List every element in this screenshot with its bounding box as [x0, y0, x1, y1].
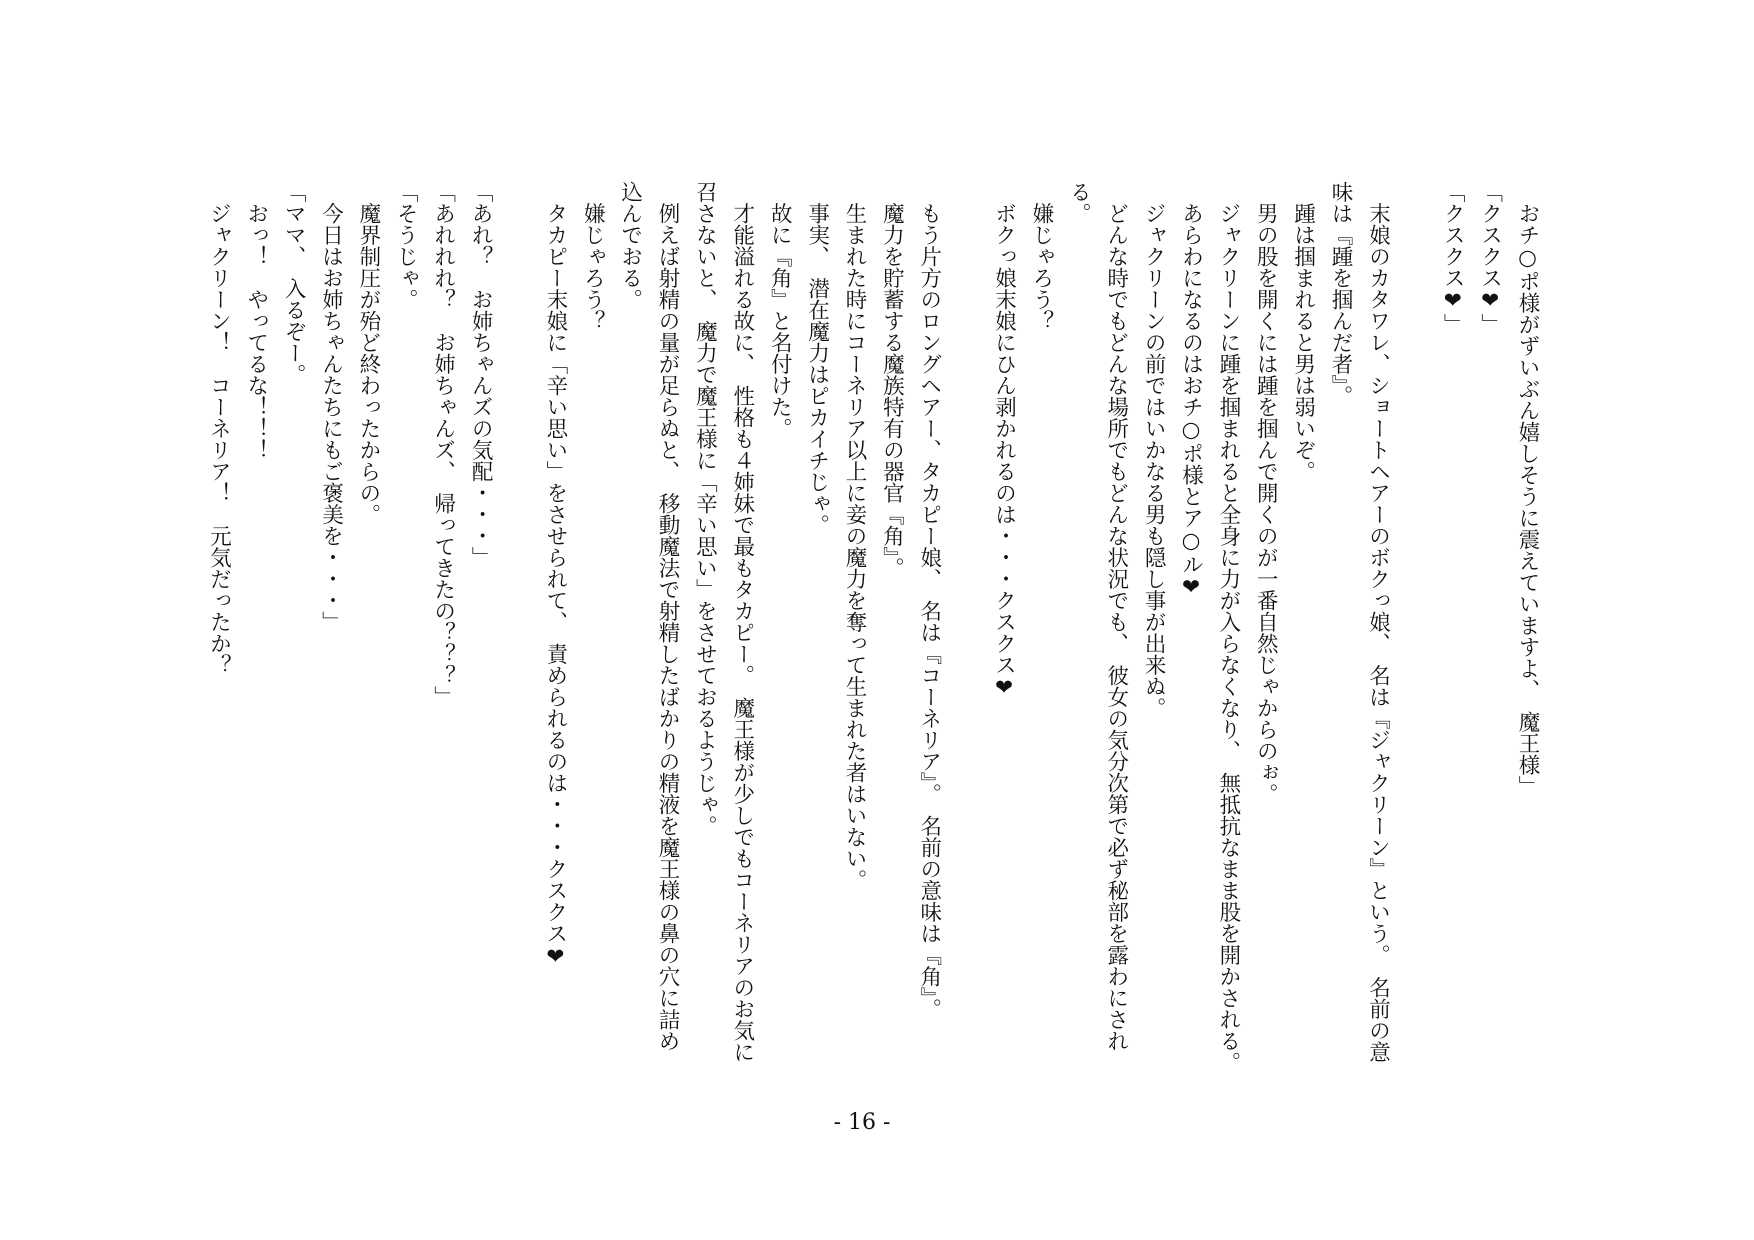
text-column: 「そうじゃ。: [393, 181, 419, 310]
text-column: 例えば射精の量が足らぬと、 移動魔法で射精したばかりの精液を魔王様の鼻の穴に詰め: [655, 181, 681, 1052]
text-column: 魔界制圧が殆ど終わったからの。: [355, 181, 381, 525]
text-column: 末娘のカタワレ、ショートヘアーのボクっ娘、 名は『ジャクリーン』という。 名前の意: [1365, 181, 1391, 1063]
text-column: 込んでおる。: [617, 181, 643, 310]
page-number: - 16 -: [833, 1110, 891, 1135]
text-column: タカピー末娘に「辛い思い」をさせられて、 責められるのは・・・クスクス❤︎: [542, 181, 568, 970]
text-column: 「あれ？ お姉ちゃんズの気配・・・」: [468, 181, 494, 568]
blank-column: [499, 181, 536, 1081]
text-column: る。: [1066, 181, 1092, 224]
text-column: 魔力を貯蓄する魔族特有の器官『角』。: [879, 181, 905, 579]
text-column: 「あれれれ？ お姉ちゃんズ、 帰ってきたの？？？」: [430, 181, 456, 708]
text-column: 才能溢れる故に、 性格も４姉妹で最もタカピー。 魔王様が少しでもコーネリアのお気に: [729, 181, 755, 1063]
blank-column: [1396, 181, 1433, 1081]
text-column: ジャクリーンの前ではいかなる男も隠し事が出来ぬ。: [1141, 181, 1167, 719]
text-column: 踵は掴まれると男は弱いぞ。: [1290, 181, 1316, 482]
text-column: 「ママ、 入るぞー。: [281, 181, 307, 386]
text-column: 「クスクス❤︎」: [1440, 181, 1466, 335]
text-column: あらわになるのはおチ○ポ様とア○ル❤︎: [1178, 181, 1204, 600]
text-column: 「クスクス❤︎」: [1477, 181, 1503, 335]
text-column: ジャクリーンに踵を掴まれると全身に力が入らなくなり、 無抵抗なまま股を開かされる。: [1215, 181, 1241, 1074]
text-column: 召さないと、 魔力で魔王様に「辛い思い」をさせておるようじゃ。: [692, 181, 718, 837]
text-column: ジャクリーン！ コーネリア！ 元気だったか？: [206, 181, 232, 676]
text-column: おチ○ポ様がずいぶん嬉しそうに震えていますよ、 魔王様」: [1515, 181, 1540, 798]
vertical-text-body: [200, 181, 1546, 1081]
text-column: 故に『角』と名付けた。: [767, 181, 793, 439]
text-column: ボクっ娘末娘にひん剥かれるのは・・・クスクス❤︎: [991, 181, 1017, 701]
text-column: 男の股を開くには踵を掴んで開くのが一番自然じゃからのぉ。: [1253, 181, 1279, 805]
text-column: 嫌じゃろう？: [580, 181, 606, 332]
text-column: 味は『踵を掴んだ者』。: [1328, 181, 1354, 407]
text-column: どんな時でもどんな場所でもどんな状況でも、 彼女の気分次第で必ず秘部を露わにされ: [1103, 181, 1129, 1052]
text-column: おっ！ やってるな！！！: [243, 181, 269, 461]
text-column: 嫌じゃろう？: [1028, 181, 1054, 332]
text-column: 事実、 潜在魔力はピカイチじゃ。: [804, 181, 830, 536]
text-column: もう片方のロングヘアー、タカピー娘、 名は『コーネリア』。 名前の意味は『角』。: [916, 181, 942, 1020]
text-column: 生まれた時にコーネリア以上に妾の魔力を奪って生まれた者はいない。: [841, 181, 867, 891]
blank-column: [948, 181, 985, 1081]
text-column: 今日はお姉ちゃんたちにもご褒美を・・・」: [318, 181, 344, 633]
